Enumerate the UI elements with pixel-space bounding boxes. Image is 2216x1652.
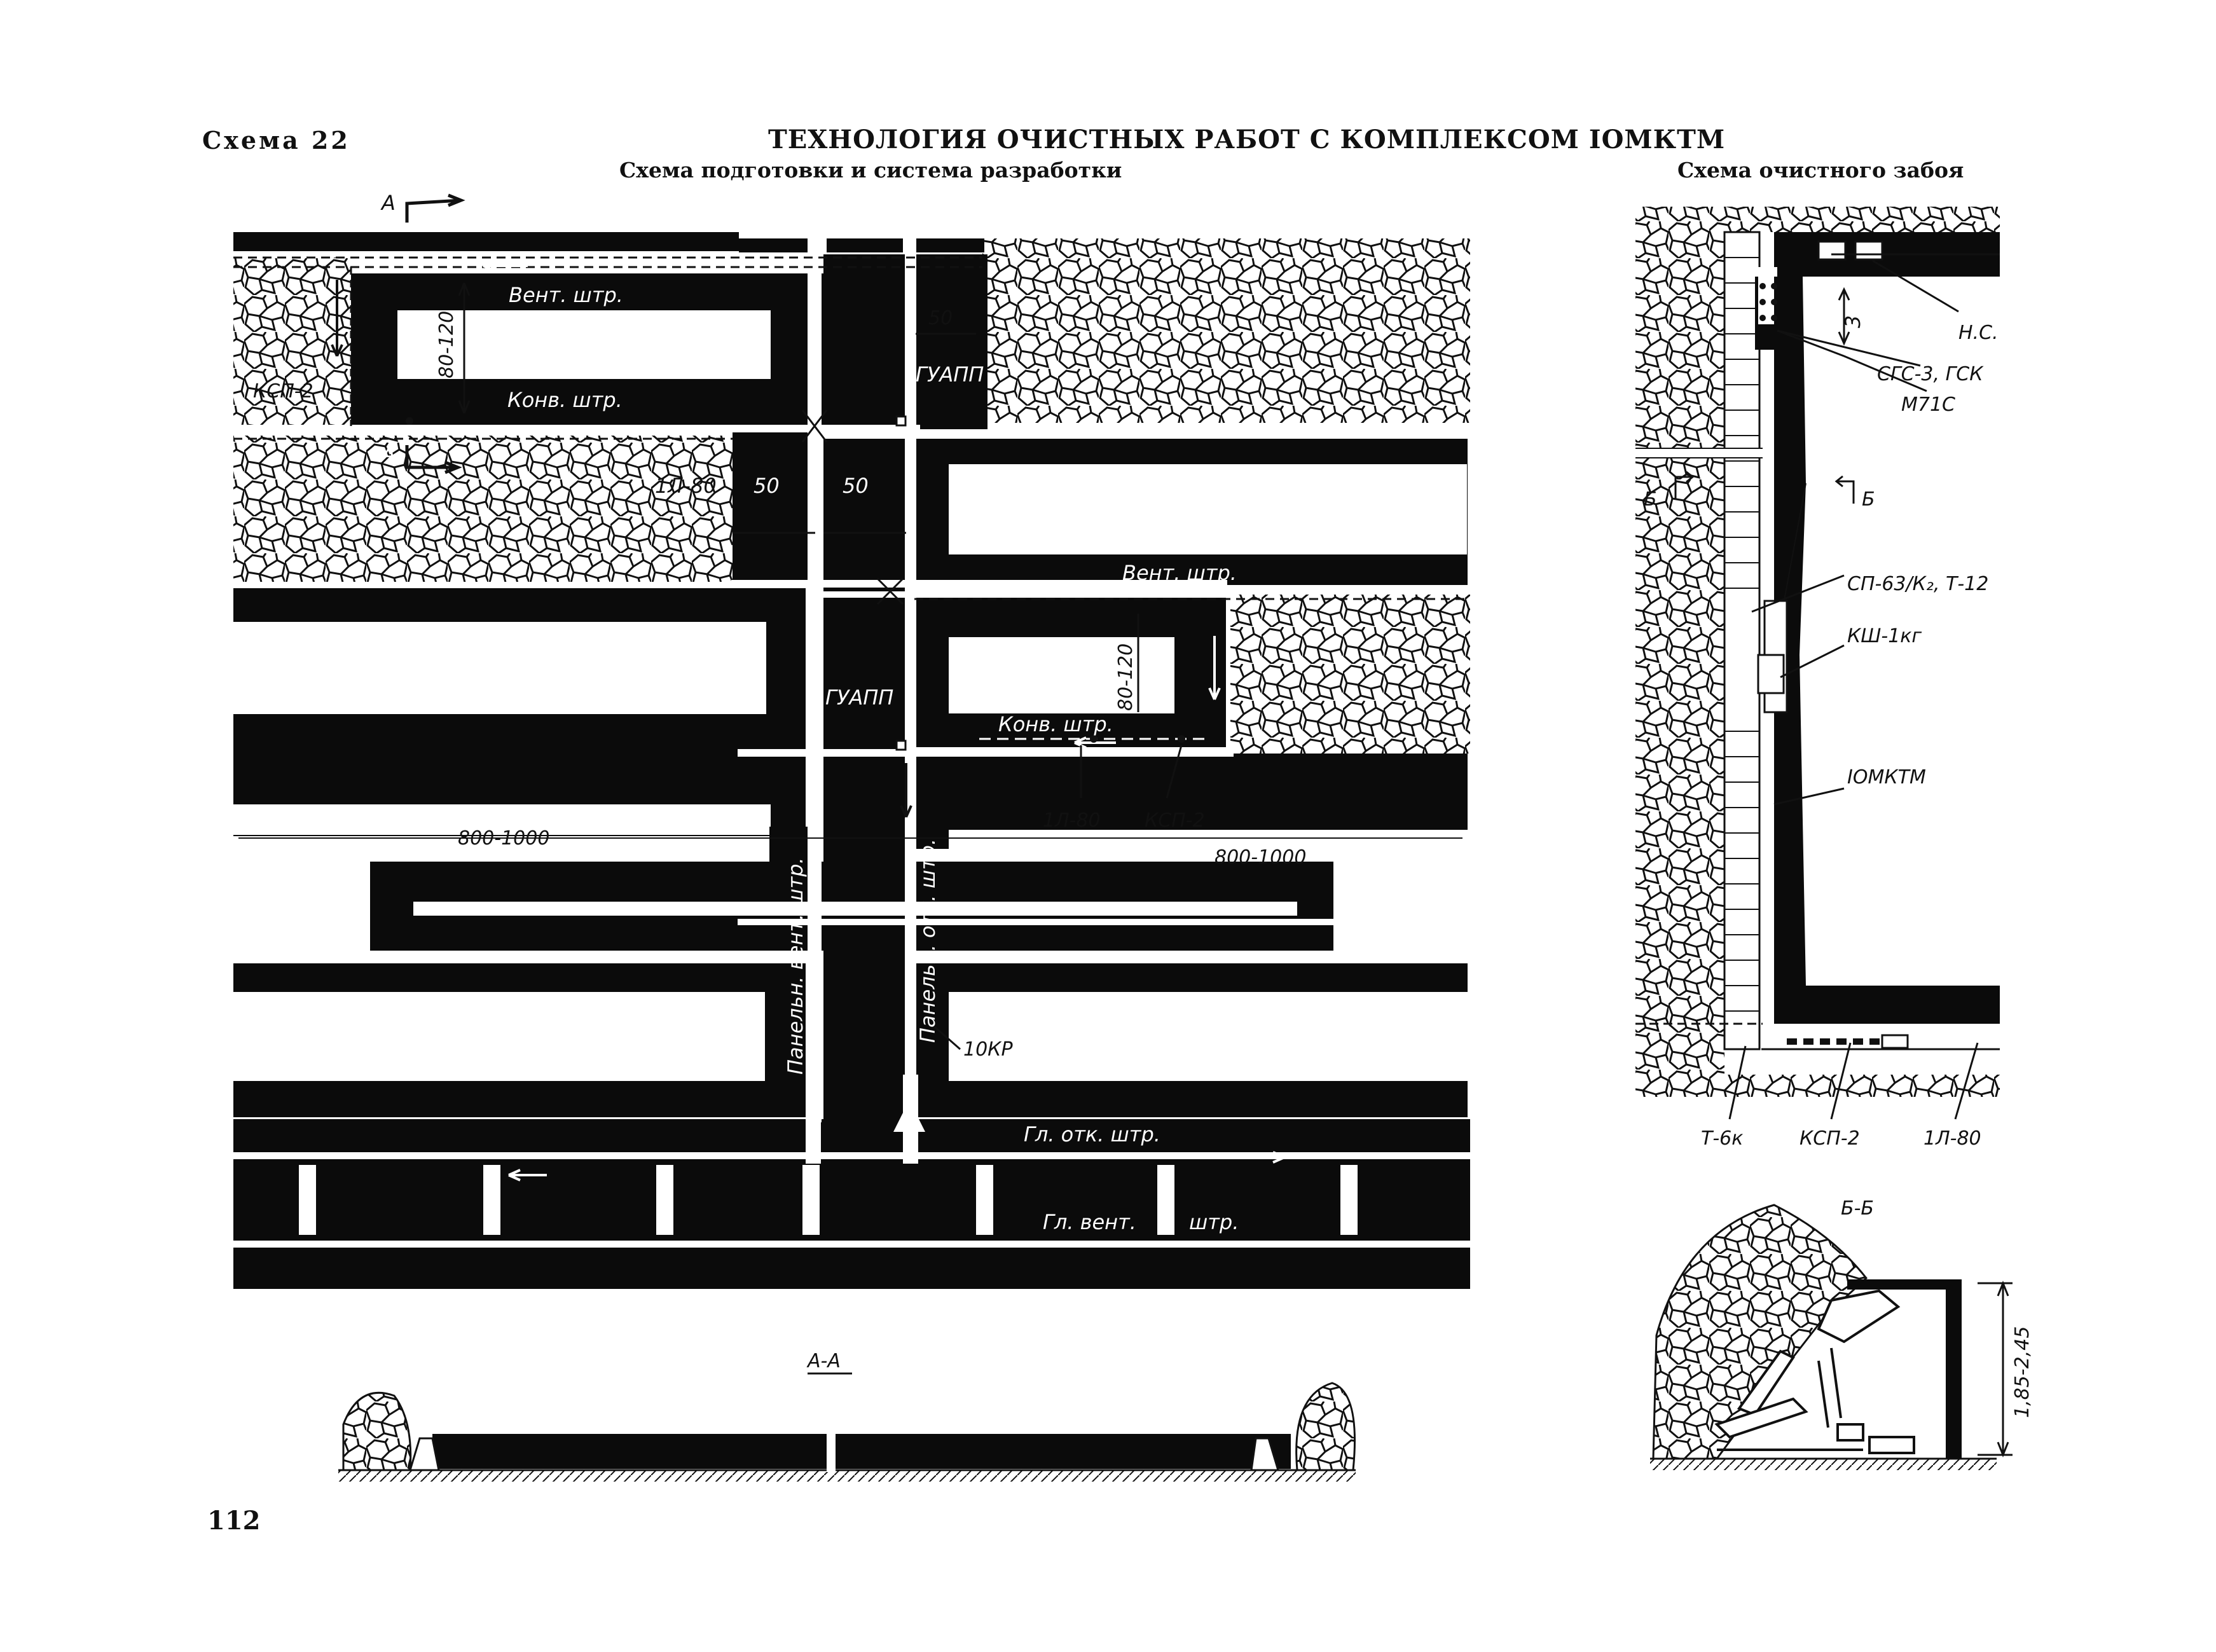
complex-label: IОМКТМ [1847,766,1926,788]
face-goaf [1635,207,1724,1097]
section-bb-title: Б-Б [1841,1197,1874,1220]
section-mark-b-right: Б [1862,488,1875,511]
face-scheme [1635,207,2000,1283]
section-a-a [338,1350,1356,1482]
main-vent-label-a: Гл. вент. [1043,1210,1136,1234]
guapp-label-mid: ГУАПП [825,685,894,710]
face-subtitle: Схема очистного забоя [1677,158,1964,182]
goaf-top-right [982,238,1470,423]
ns-label: Н.С. [1958,322,1999,344]
ksp2-label-mid: КСП-2 [1145,809,1205,832]
ksh1kg-label: КШ-1кг [1847,625,1922,647]
scheme-label: Схема 22 [202,126,350,155]
ksp2-face-label: КСП-2 [1800,1127,1860,1150]
sp63-label: СП-63/К₂, Т-12 [1847,573,1989,595]
conv-drift-label-top: Конв. штр. [507,388,623,412]
mine-plan [233,191,1470,1289]
vent-drift-label-mid: Вент. штр. [1122,561,1237,585]
t6k-label: Т-6к [1701,1127,1744,1150]
dim-50-mid-right: 50 [843,474,869,498]
goaf-mid-left [233,436,733,582]
goaf-top-left [233,258,351,429]
dim-3-label: 3 [1841,315,1865,328]
main-haulage-drift [233,1119,1470,1152]
conveyor-1l80-mid: 1Л-80 [1043,809,1101,832]
conv-drift-label-mid: Конв. штр. [998,712,1113,736]
section-mark-b-left: Б [1644,488,1657,511]
dim-800-1000-right: 800-1000 [1215,846,1307,869]
panel-otk-drift-label: Панельн. отк. штр. [916,838,940,1043]
height-range-label: 1,85-2,45 [2011,1326,2034,1418]
dim-80-120-top: 80-120 [436,310,458,378]
guapp-label-top: ГУАПП [916,362,984,387]
main-haulage-label: Гл. отк. штр. [1024,1122,1160,1146]
vent-drift-label-top: Вент. штр. [509,283,623,307]
m71s-label: М71С [1901,394,1956,416]
goaf-mid-right [1230,595,1470,754]
sgs3-label: СГС-3, ГСК [1877,363,1983,385]
page-title: ТЕХНОЛОГИЯ ОЧИСТНЫХ РАБОТ С КОМПЛЕКСОМ IОМКТМ [768,125,1726,155]
section-mark-a-bottom: А [382,442,396,466]
section-b-b [1650,1197,2034,1470]
page-number: 112 [207,1506,261,1536]
plan-subtitle: Схема подготовки и система разработки [619,158,1122,182]
dim-80-120-mid: 80-120 [1115,643,1137,711]
dim-800-1000-left: 800-1000 [458,827,550,850]
main-vent-label-b: штр. [1189,1210,1239,1234]
section-aa-title: А-А [808,1350,841,1372]
dim-50-top: 50 [928,307,953,329]
section-mark-a-top: А [382,191,396,215]
l80-face-label: 1Л-80 [1924,1127,1981,1150]
seam-a-a [432,1434,1291,1469]
ksp2-label-top: КСП-2 [253,380,313,403]
dim-50-mid-left: 50 [754,474,780,498]
panel-vent-drift-label: Панельн. вент. штр. [783,857,808,1075]
loader-10kr-label: 10КР [963,1038,1013,1061]
conveyor-1l80-top: 1Л-80 [655,474,717,498]
